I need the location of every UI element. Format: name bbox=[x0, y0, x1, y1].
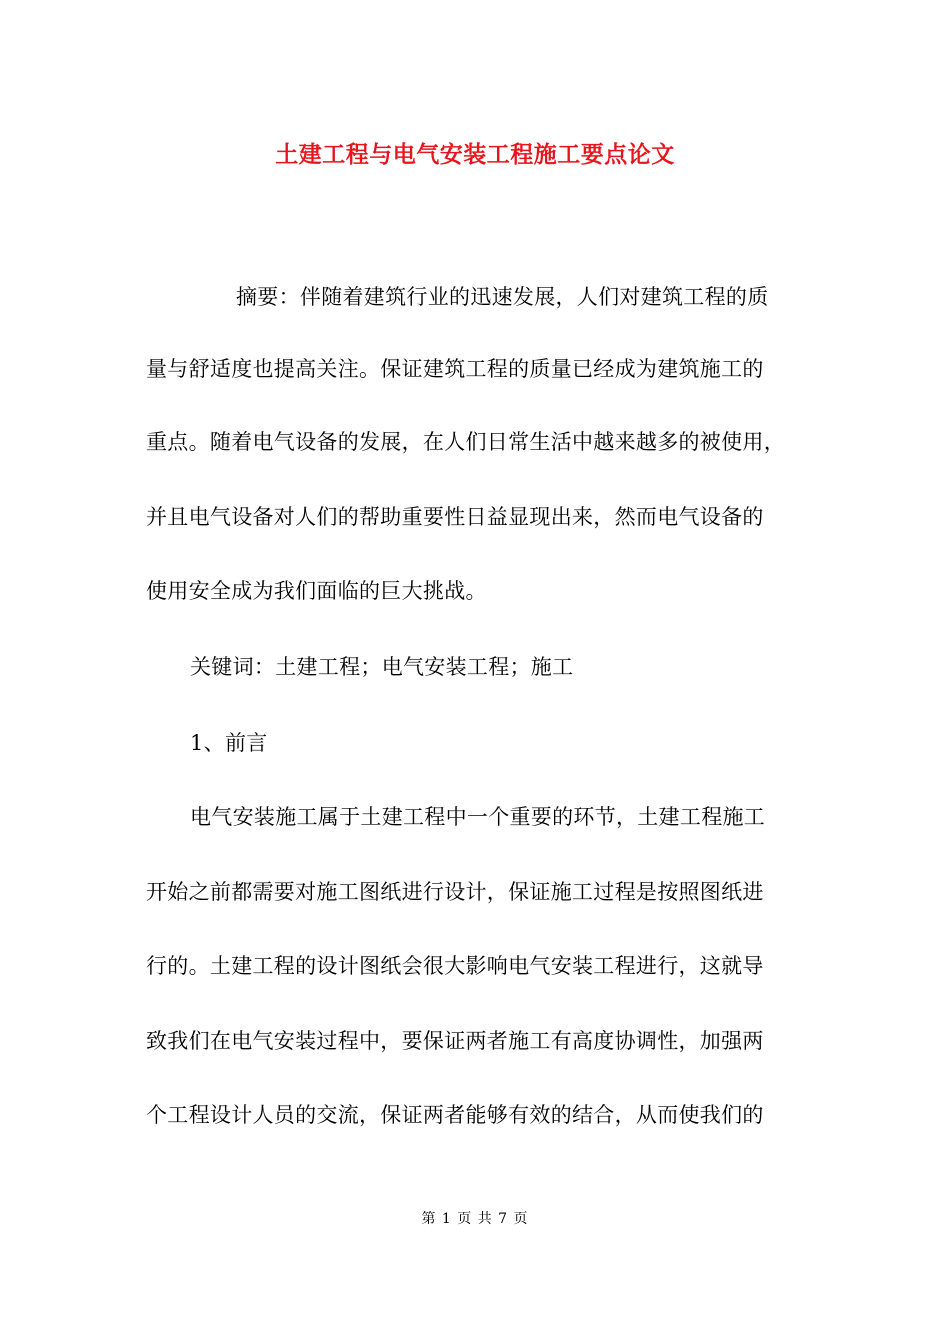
abstract-line: 重点。随着电气设备的发展，在人们日常生活中越来越多的被使用， bbox=[146, 430, 785, 454]
page-footer: 第 1 页 共 7 页 bbox=[421, 1211, 529, 1227]
body-line: 开始之前都需要对施工图纸进行设计，保证施工过程是按照图纸进 bbox=[146, 880, 764, 904]
body-line: 行的。土建工程的设计图纸会很大影响电气安装工程进行，这就导 bbox=[146, 954, 764, 978]
abstract-line: 摘要：伴随着建筑行业的迅速发展，人们对建筑工程的质 bbox=[236, 285, 769, 309]
abstract-line: 量与舒适度也提高关注。保证建筑工程的质量已经成为建筑施工的 bbox=[146, 357, 764, 381]
abstract-line: 使用安全成为我们面临的巨大挑战。 bbox=[146, 579, 487, 603]
body-line: 致我们在电气安装过程中，要保证两者施工有高度协调性，加强两 bbox=[146, 1029, 764, 1053]
keywords: 关键词：土建工程；电气安装工程；施工 bbox=[190, 655, 574, 679]
abstract-line: 并且电气设备对人们的帮助重要性日益显现出来，然而电气设备的 bbox=[146, 505, 764, 529]
document-title: 土建工程与电气安装工程施工要点论文 bbox=[275, 141, 675, 168]
body-line: 个工程设计人员的交流，保证两者能够有效的结合，从而使我们的 bbox=[146, 1103, 764, 1127]
section-heading: 1、前言 bbox=[190, 731, 268, 755]
body-line: 电气安装施工属于土建工程中一个重要的环节，土建工程施工 bbox=[190, 805, 766, 829]
